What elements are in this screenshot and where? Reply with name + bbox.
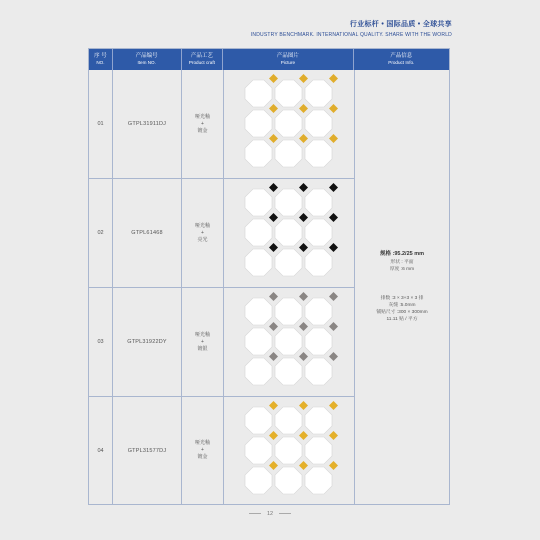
octagon-tile [245, 140, 272, 167]
octagon-tile [275, 80, 302, 107]
octagon-tile [245, 110, 272, 137]
octagon-tile [305, 298, 332, 325]
column-header-picture [223, 49, 353, 70]
row-number: 01 [89, 70, 113, 178]
column-header-no-en: NO. [96, 60, 105, 65]
octagon-tile [245, 298, 272, 325]
craft-plus: + [201, 338, 204, 345]
info-spec: 规格 :95.2/25 mm [379, 251, 425, 257]
craft-plus: + [201, 229, 204, 236]
item-code: GTPL31577DJ [113, 397, 182, 504]
product-craft [182, 179, 224, 287]
column-header-info-en: Product Info. [388, 60, 415, 65]
craft-plus: + [201, 120, 204, 127]
octagon-tile [275, 189, 302, 216]
item-code: GTPL31922DY [113, 288, 182, 396]
product-picture [224, 179, 355, 287]
column-header-item-en: Item NO. [137, 60, 156, 65]
octagon-tile [275, 467, 302, 494]
octagon-tile [305, 219, 332, 246]
page-footer [0, 511, 540, 517]
product-craft [182, 288, 224, 396]
craft-line-2: 镀银 [197, 345, 208, 352]
product-table [88, 48, 450, 505]
product-picture [224, 397, 355, 504]
table-row [89, 179, 355, 288]
octagon-tile [305, 189, 332, 216]
mosaic-tile-image [239, 74, 339, 174]
octagon-tile [305, 140, 332, 167]
octagon-tile [275, 298, 302, 325]
octagon-tile [275, 407, 302, 434]
octagon-tile [275, 249, 302, 276]
info-joint: 灰缝 :5.0mm [388, 303, 416, 308]
octagon-tile [275, 358, 302, 385]
column-header-item [113, 49, 182, 70]
info-layout: 排数 :3 × 3+3 × 3 排 [380, 296, 424, 301]
item-code: GTPL31911DJ [113, 70, 182, 178]
column-header-craft-en: Product craft [188, 60, 215, 65]
craft-line-2: 镀金 [197, 127, 208, 134]
octagon-tile [245, 467, 272, 494]
page-number: 12 [266, 511, 274, 517]
info-shape: 形状 : 平面 [390, 260, 414, 265]
page-header [251, 19, 452, 38]
row-number: 04 [89, 397, 113, 504]
column-header-info [354, 49, 449, 70]
octagon-tile [305, 407, 332, 434]
product-info [355, 70, 449, 504]
octagon-tile [275, 328, 302, 355]
octagon-tile [245, 219, 272, 246]
table-row [89, 288, 355, 397]
octagon-tile [305, 328, 332, 355]
octagon-tile [305, 249, 332, 276]
column-header-craft-cn: 产品工艺 [190, 53, 213, 59]
product-craft [182, 397, 224, 504]
column-header-picture-en: Picture [280, 60, 296, 65]
table-header [89, 49, 449, 70]
column-header-craft [182, 49, 224, 70]
craft-line-1: 哑光釉 [194, 222, 210, 229]
octagon-tile [245, 328, 272, 355]
octagon-tile [245, 358, 272, 385]
column-header-info-cn: 产品信息 [390, 53, 413, 59]
craft-line-2: 镀金 [197, 454, 208, 460]
table-row [89, 70, 355, 179]
octagon-tile [275, 140, 302, 167]
craft-line-2: 亮光 [197, 236, 208, 243]
octagon-tile [245, 249, 272, 276]
column-header-no-cn: 序 号 [94, 53, 107, 59]
column-header-item-cn: 产品编号 [135, 53, 158, 59]
octagon-tile [245, 80, 272, 107]
footer-line-left [249, 513, 261, 514]
craft-line-1: 哑光釉 [194, 113, 210, 120]
product-craft [182, 70, 224, 178]
row-number: 03 [89, 288, 113, 396]
octagon-tile [245, 407, 272, 434]
octagon-tile [305, 437, 332, 464]
craft-plus: + [201, 447, 204, 453]
octagon-tile [305, 110, 332, 137]
mosaic-tile-image [239, 183, 339, 283]
octagon-tile [275, 219, 302, 246]
footer-line-right [279, 513, 291, 514]
octagon-tile [275, 437, 302, 464]
item-code: GTPL61468 [113, 179, 182, 287]
product-picture [224, 288, 355, 396]
info-thickness: 厚度 :6 mm [389, 267, 415, 272]
octagon-tile [275, 110, 302, 137]
header-title-cn: 行业标杆 • 国际品质 • 全球共享 [349, 21, 452, 28]
octagon-tile [245, 189, 272, 216]
craft-line-1: 哑光釉 [194, 331, 210, 338]
octagon-tile [305, 80, 332, 107]
table-row [89, 397, 355, 504]
row-number: 02 [89, 179, 113, 287]
column-header-no [89, 49, 113, 70]
mosaic-tile-image [239, 401, 339, 501]
column-header-picture-cn: 产品图片 [276, 53, 299, 59]
craft-line-1: 哑光釉 [194, 440, 210, 446]
octagon-tile [245, 437, 272, 464]
info-sheet-size: 铺贴尺寸 :300 × 300mm [376, 310, 428, 315]
header-title-en: INDUSTRY BENCHMARK. INTERNATIONAL QUALITY. SHARE WITH THE WORLD [250, 32, 452, 38]
product-picture [224, 70, 355, 178]
mosaic-tile-image [239, 292, 339, 392]
info-quantity: 11.11 贴 / 平方 [386, 317, 418, 322]
octagon-tile [305, 467, 332, 494]
octagon-tile [305, 358, 332, 385]
